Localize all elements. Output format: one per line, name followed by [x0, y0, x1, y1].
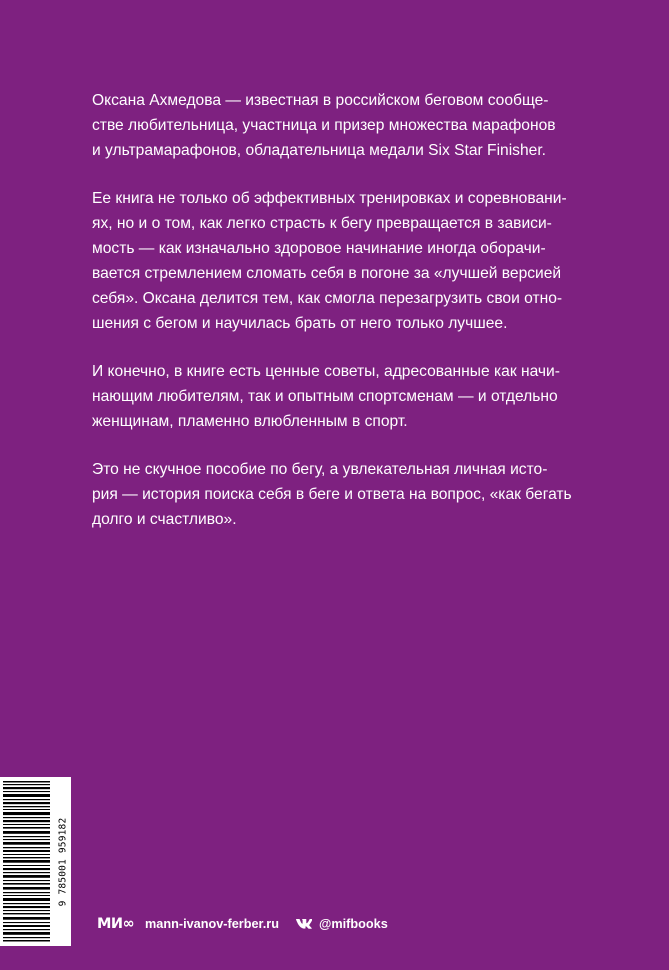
description-block	[92, 88, 580, 555]
description-paragraph-2	[92, 186, 580, 336]
barcode-digits: 9 785001 959182	[57, 817, 69, 906]
paragraph-line: стве любительница, участница и призер множества марафонов	[92, 117, 556, 134]
publisher-footer	[0, 913, 669, 935]
paragraph-line: шения с бегом и научилась брать от него только лучшее.	[92, 315, 508, 332]
paragraph-line: Ее книга не только об эффективных тренировках и соревновани-	[92, 190, 567, 207]
description-paragraph-4	[92, 457, 580, 532]
paragraph-line: и ультрамарафонов, обладательница медали Six Star Finisher.	[92, 142, 546, 159]
paragraph-line: ях, но и о том, как легко страсть к бегу превращается в зависи-	[92, 215, 552, 232]
vk-icon	[296, 918, 312, 929]
paragraph-line: И конечно, в книге есть ценные советы, адресованные как начи-	[92, 363, 560, 380]
paragraph-line: вается стремлением сломать себя в погоне за «лучшей версией	[92, 265, 562, 282]
paragraph-line: долго и счастливо».	[92, 511, 237, 528]
paragraph-line: Это не скучное пособие по бегу, а увлекательная личная исто-	[92, 461, 548, 478]
paragraph-line: женщинам, пламенно влюбленным в спорт.	[92, 413, 408, 430]
publisher-logo: МИ∞	[97, 916, 135, 932]
social-handle: @mifbooks	[319, 917, 388, 931]
paragraph-line: мость — как изначально здоровое начинание иногда оборачи-	[92, 240, 546, 257]
paragraph-line: нающим любителям, так и опытным спортсменам — и отдельно	[92, 388, 558, 405]
paragraph-line: рия — история поиска себя в беге и ответа на вопрос, «как бегать	[92, 486, 572, 503]
paragraph-line: Оксана Ахмедова — известная в российском беговом сообще-	[92, 92, 549, 109]
description-paragraph-1	[92, 88, 580, 163]
publisher-website: mann-ivanov-ferber.ru	[145, 917, 279, 931]
paragraph-line: себя». Оксана делится тем, как смогла перезагрузить свои отно-	[92, 290, 563, 307]
description-paragraph-3	[92, 359, 580, 434]
